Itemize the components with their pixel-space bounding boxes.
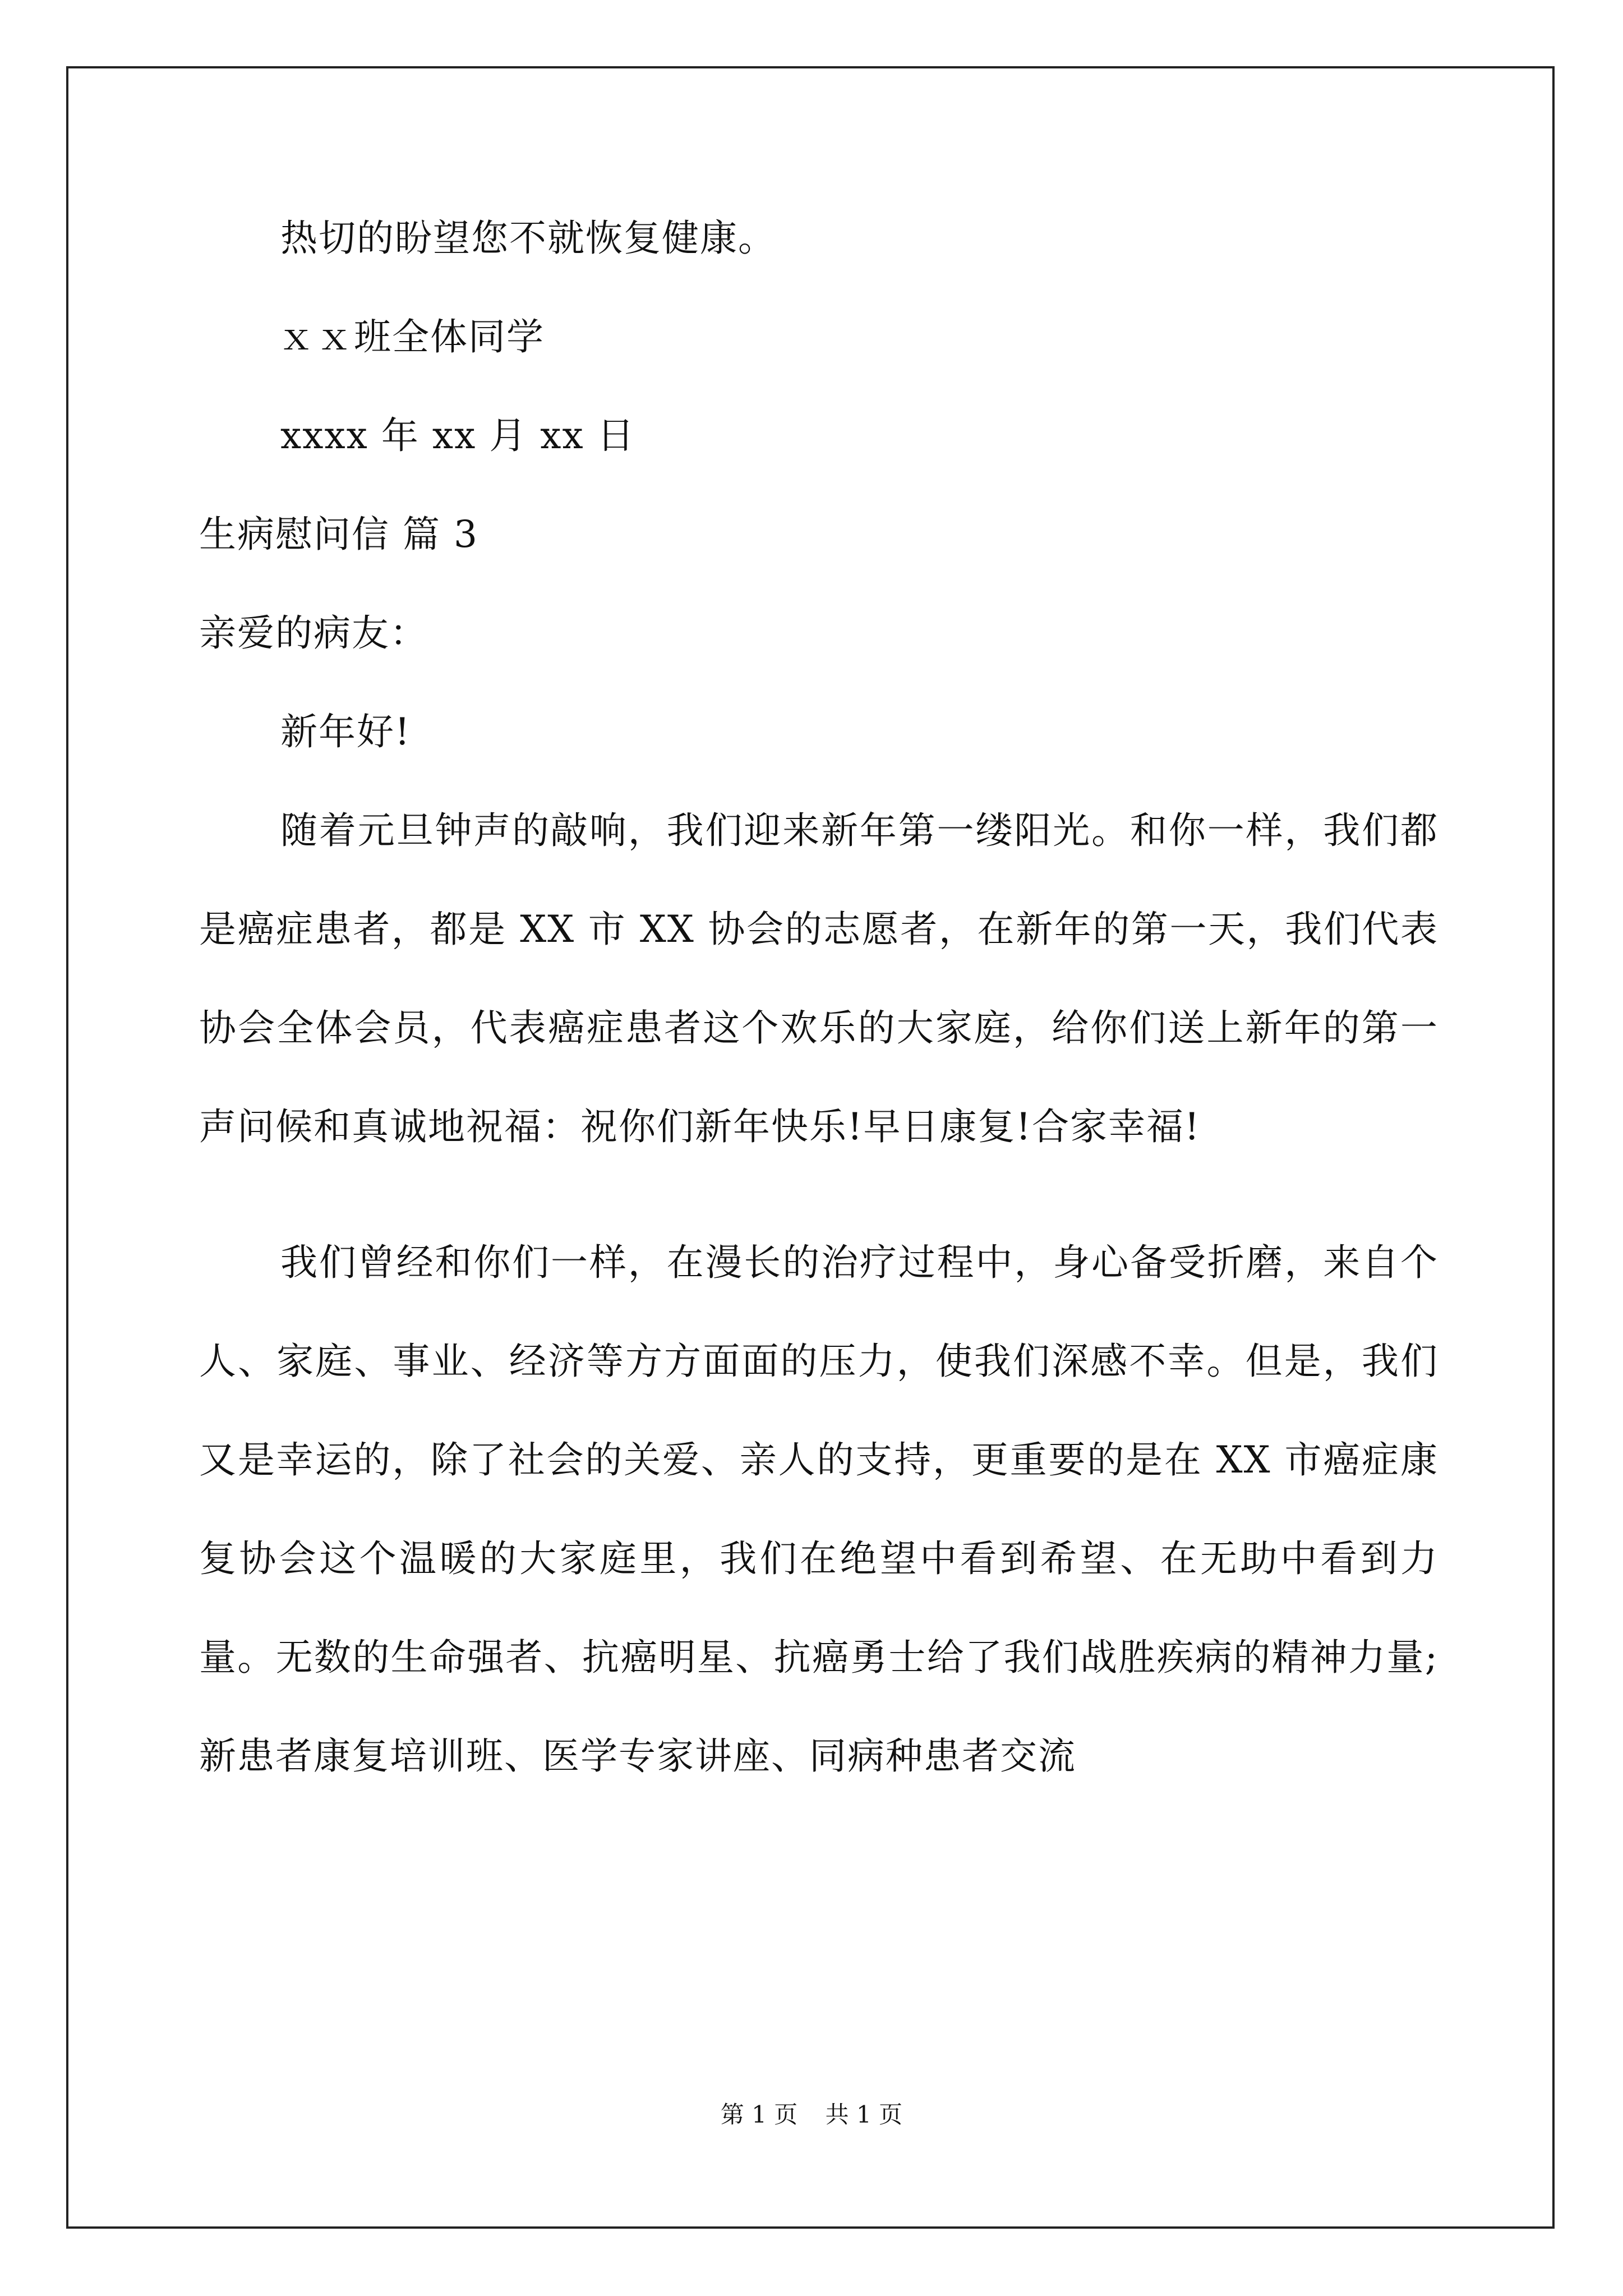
greeting-line: 新年好!	[280, 710, 411, 753]
date-line: xxxx 年 xx 月 xx 日	[280, 414, 635, 457]
closing-wish-line: 热切的盼望您不就恢复健康。	[280, 217, 776, 260]
page-footer	[0, 2101, 1623, 2129]
section-heading: 生病慰问信 篇 3	[199, 513, 478, 556]
page-number-total: 共 1 页	[825, 2101, 903, 2128]
signature-line: ｘｘ班全体同学	[278, 315, 545, 358]
salutation-line: 亲爱的病友：	[199, 611, 428, 655]
document-body	[199, 213, 1438, 1843]
body-paragraph-2: 我们曾经和你们一样，在漫长的治疗过程中，身心备受折磨，来自个人、家庭、事业、经济等方方面面的压力，使我们深感不幸。但是，我们又是幸运的，除了社会的关爱、亲人的支持，更重要的是在 XX 市癌症康复协会这个温暖的大家庭里，我们在绝望中看到希望、在无助中看到力量。无数的生命强者、抗癌明星、抗癌勇士给了我们战胜疾病的精神力量;新患者康复培训班、医学专家讲座、同病种患者交流	[199, 1241, 1438, 1778]
body-paragraph-1: 随着元旦钟声的敲响，我们迎来新年第一缕阳光。和你一样，我们都是癌症患者，都是 XX 市 XX 协会的志愿者，在新年的第一天，我们代表协会全体会员，代表癌症患者这个欢乐的大家庭，给你们送上新年的第一声问候和真诚地祝福：祝你们新年快乐!早日康复!合家幸福!	[199, 809, 1438, 1148]
page-number-current: 第 1 页	[720, 2101, 798, 2128]
